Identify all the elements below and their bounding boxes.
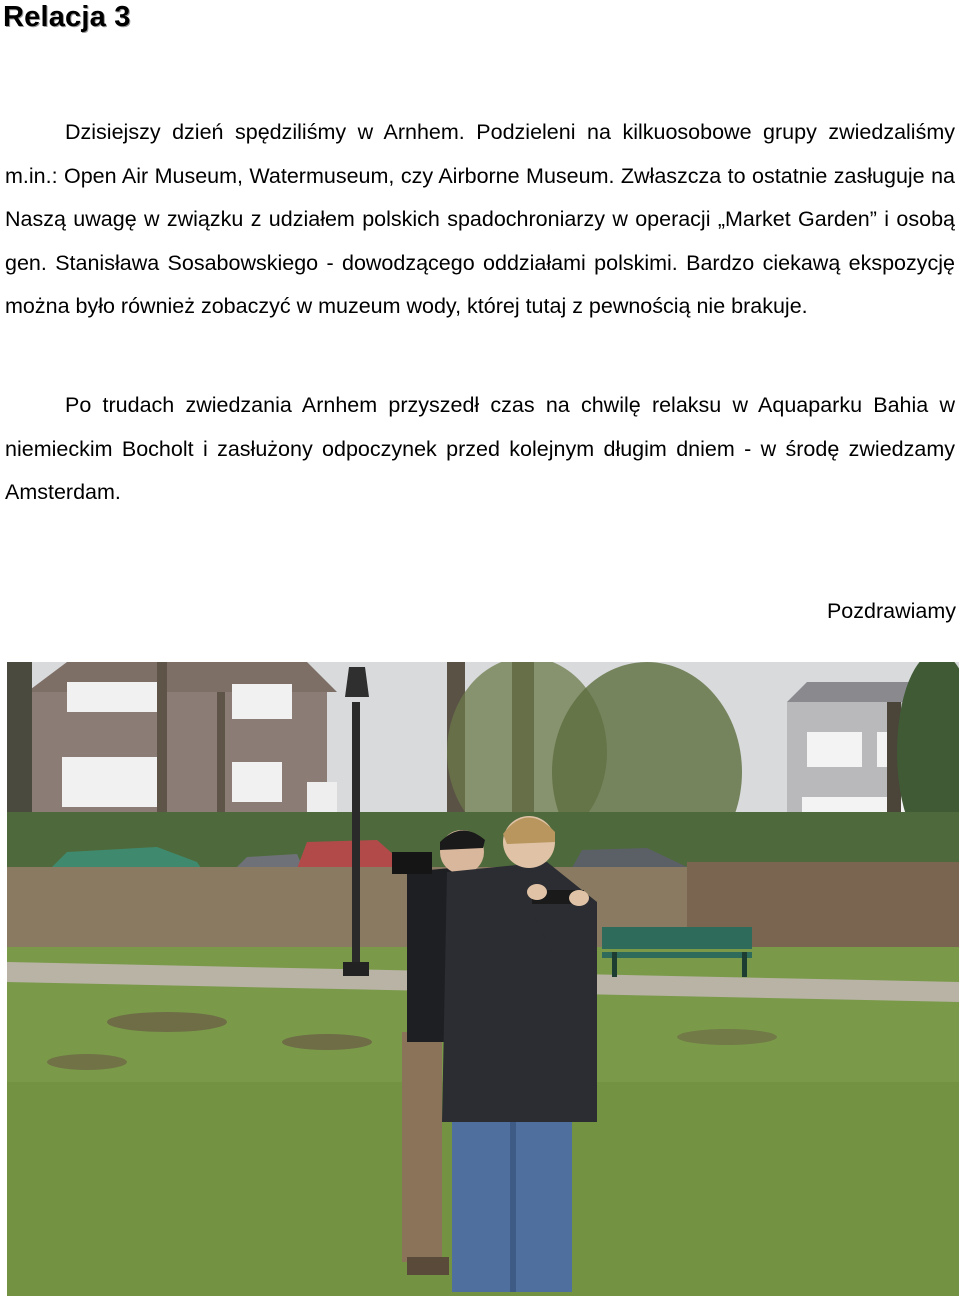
closing-greeting: Pozdrawiamy [826,599,956,623]
page-title: Relacja 3 [3,1,131,33]
park-photo [7,662,959,1296]
paragraph-arnhem-visit: Dzisiejszy dzień spędziliśmy w Arnhem. Podzieleni na kilkuosobowe grupy zwiedzaliśmy m.in.: Open Air Museum, Watermuseum, czy Airborne Museum. Zwłaszcza to ostatnie zasługuje na Naszą uwagę w związku z udziałem polskich spadochroniarzy w operacji „Market Garden” i osobą gen. Stanisława Sosabowskiego - dowodzącego oddziałami polskimi. Bardzo ciekawą ekspozycję można było również zobaczyć w muzeum wody, której tutaj z pewnością nie brakuje. [5,120,955,318]
paragraph-aquapark: Po trudach zwiedzania Arnhem przyszedł czas na chwilę relaksu w Aquaparku Bahia w niemieckim Bocholt i zasłużony odpoczynek przed kolejnym długim dniem - w środę zwiedzamy Amsterdam. [5,393,955,504]
